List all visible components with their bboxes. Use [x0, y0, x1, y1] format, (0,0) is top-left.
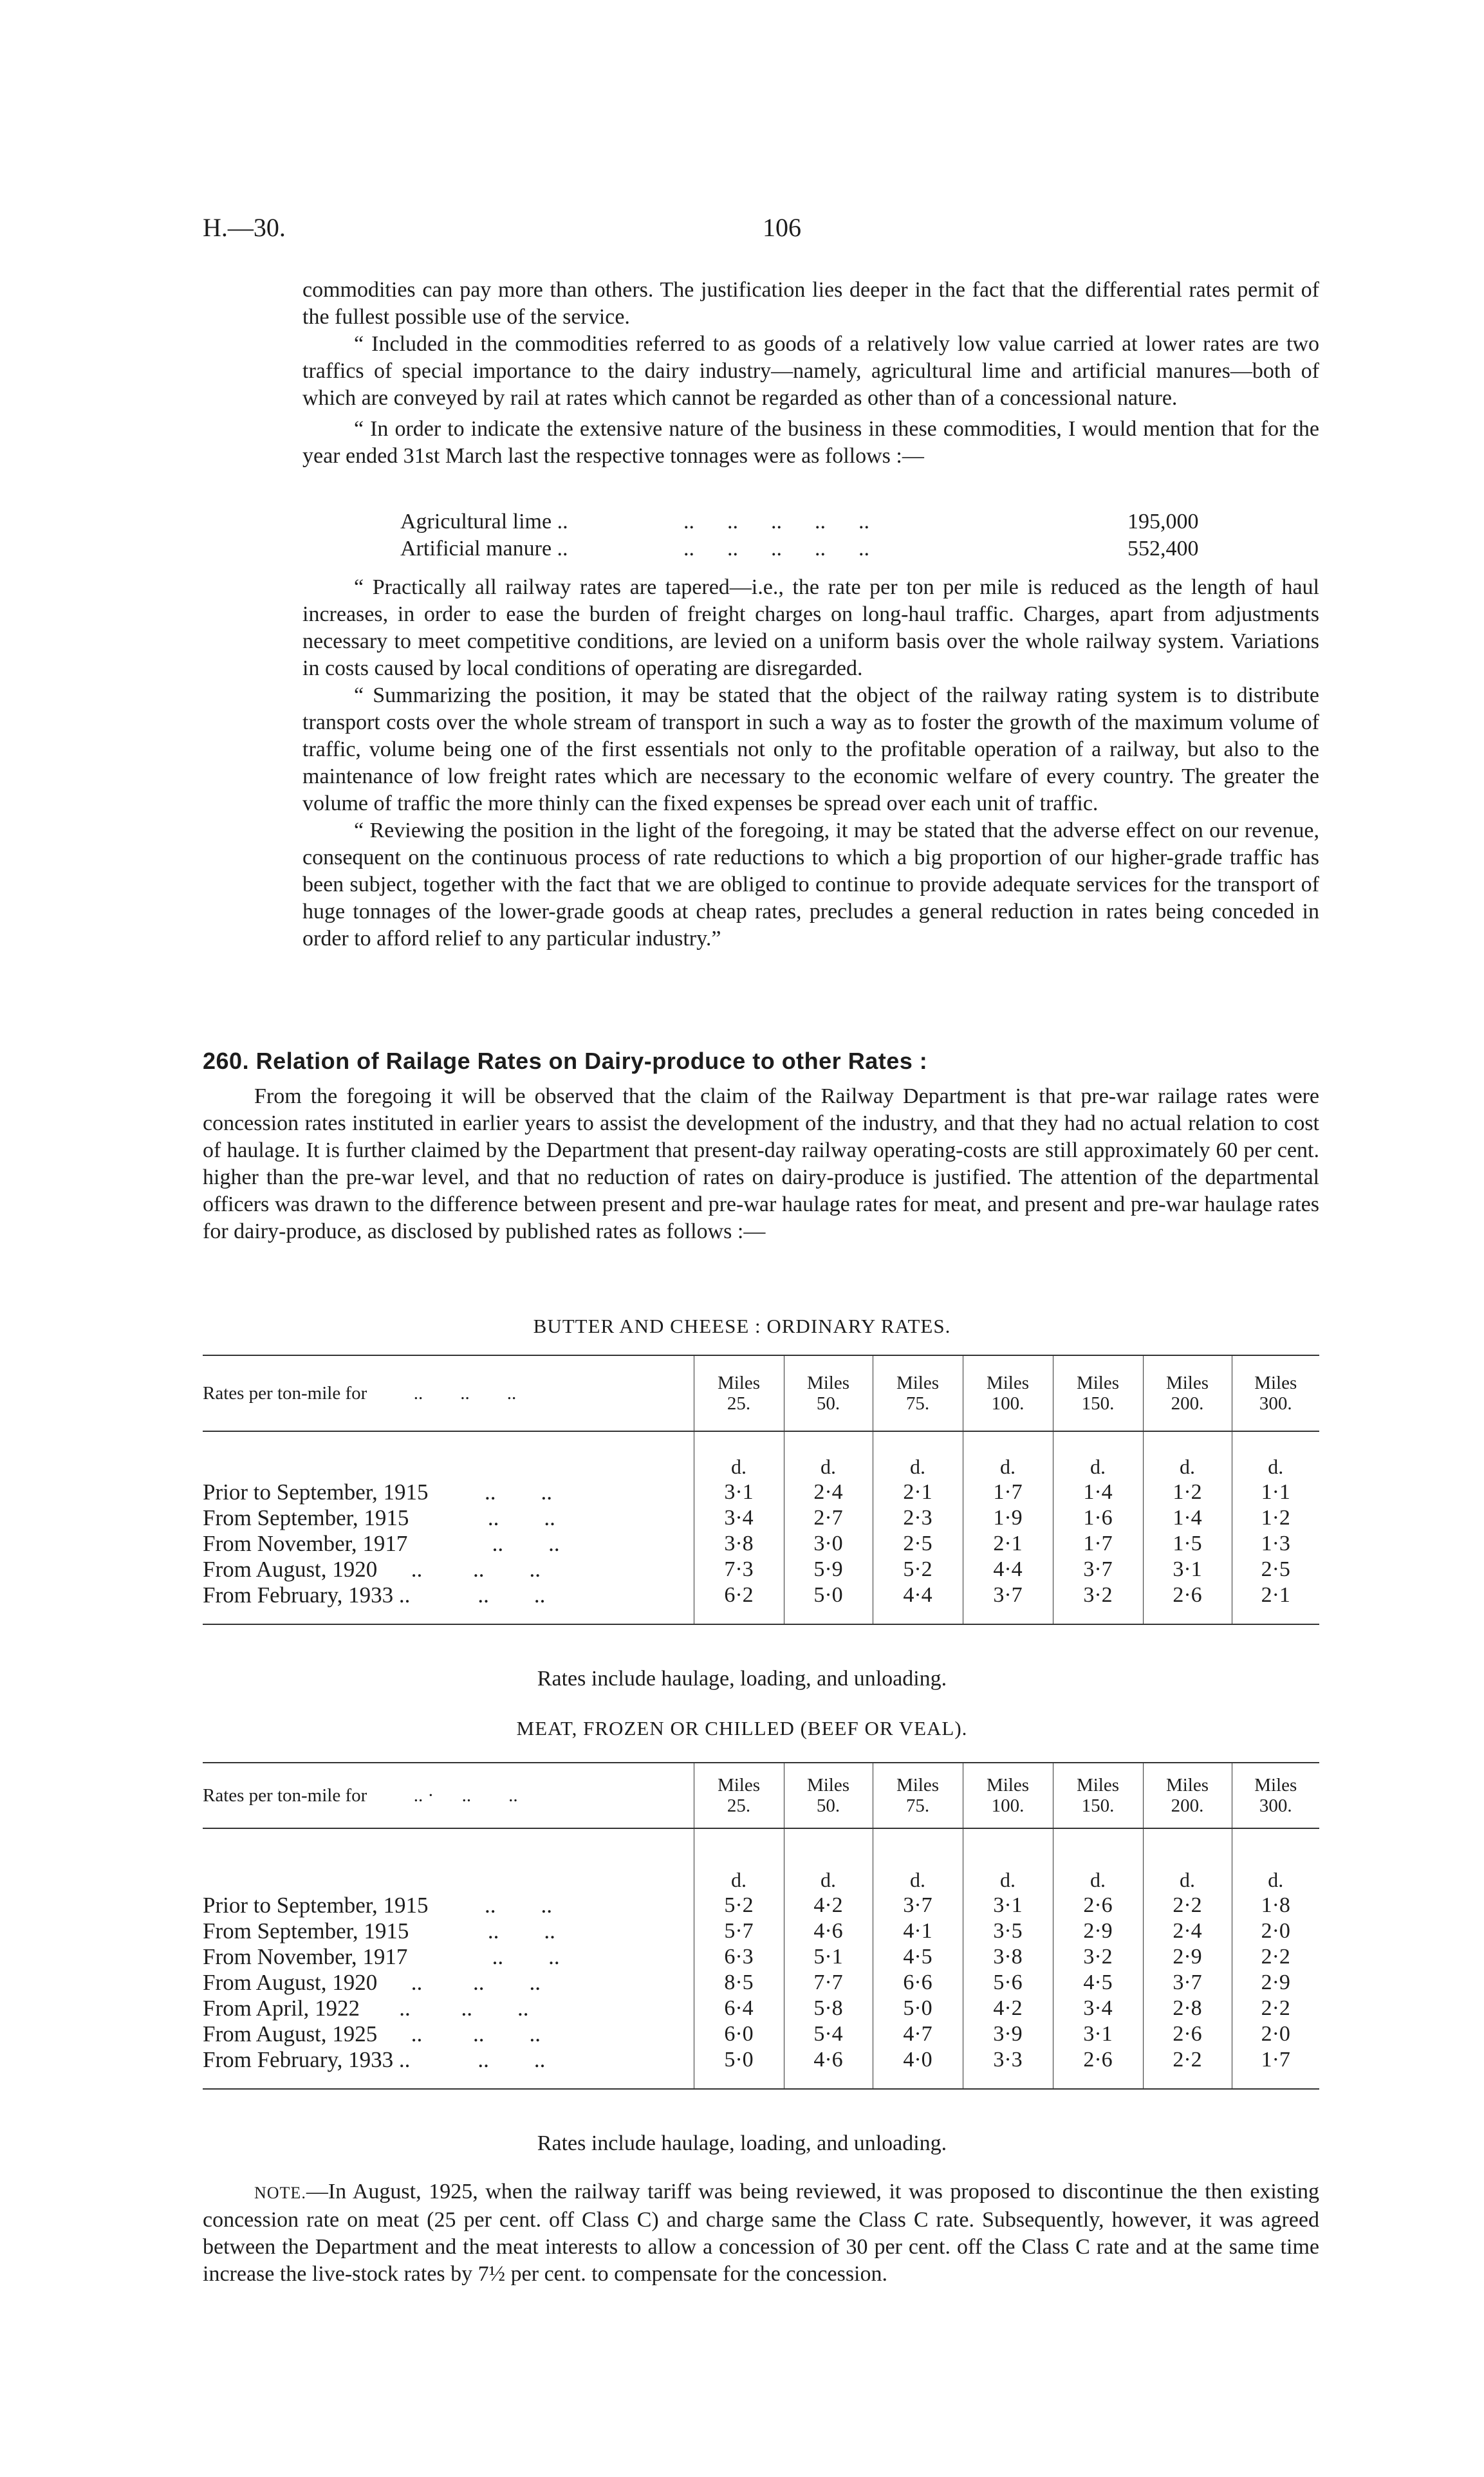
rate-cell: 4·1 [873, 1918, 963, 1944]
rate-cell: 3·7 [873, 1893, 963, 1918]
row-label: From August, 1920 .. .. .. [203, 1557, 541, 1582]
row-label-header: Rates per ton-mile for .. .. .. [203, 1383, 517, 1404]
rate-cell: 2·9 [1053, 1918, 1143, 1944]
rate-cell: 4·6 [784, 2047, 873, 2089]
rate-cell: 2·2 [1232, 1996, 1319, 2021]
column-header: Miles 150. [1053, 1763, 1143, 1828]
rate-cell: 2·4 [784, 1480, 873, 1505]
rate-cell: 5·8 [784, 1996, 873, 2021]
rate-cell: 3·8 [694, 1531, 784, 1557]
rate-cell: 5·2 [694, 1893, 784, 1918]
column-header: Miles 75. [873, 1763, 963, 1828]
quote-paragraph: “ In order to indicate the extensive nature of the business in these commodities, I would mention that for the year ended 31st March last the respective tonnages were as follows :— [302, 417, 1319, 468]
rate-cell: 2·4 [1143, 1918, 1232, 1944]
rate-cell: 3·5 [963, 1918, 1053, 1944]
rate-cell: 5·0 [784, 1582, 873, 1624]
table-row [203, 1893, 1319, 1918]
column-header: Miles 25. [694, 1763, 784, 1828]
unit-label: d. [1053, 1454, 1143, 1480]
rate-cell: 2·0 [1232, 1918, 1319, 1944]
rate-cell: 3·0 [784, 1531, 873, 1557]
quote-paragraph: commodities can pay more than others. The justification lies deeper in the fact that the differential rates permit of the fullest possible use of the service. [302, 278, 1319, 329]
table-body [203, 1480, 1319, 1624]
column-header: Miles 300. [1232, 1355, 1319, 1431]
rate-cell: 2·6 [1143, 1582, 1232, 1624]
rate-cell: 1·1 [1232, 1480, 1319, 1505]
unit-label: d. [694, 1867, 784, 1893]
rate-cell: 6·2 [694, 1582, 784, 1624]
leader-dots: .. .. .. .. .. [683, 510, 869, 533]
row-label: From August, 1920 .. .. .. [203, 1970, 541, 1995]
unit-label: d. [1053, 1867, 1143, 1893]
rate-cell: 2·6 [1053, 2047, 1143, 2089]
rate-cell: 1·7 [1053, 1531, 1143, 1557]
rate-cell: 2·2 [1143, 1893, 1232, 1918]
rate-cell: 6·3 [694, 1944, 784, 1970]
rate-cell: 3·3 [963, 2047, 1053, 2089]
rate-cell: 3·4 [1053, 1996, 1143, 2021]
rate-cell: 1·7 [1232, 2047, 1319, 2089]
unit-label: d. [1232, 1454, 1319, 1480]
tonnage-value: 195,000 [1127, 510, 1199, 533]
rate-cell: 4·4 [963, 1557, 1053, 1582]
note-text: —In August, 1925, when the railway tariff was being reviewed, it was proposed to discontinue the then existing concession rate on meat (25 per cent. off Class C) and charge same the Class C rate. Subsequently, however, it was agreed between the Department and the meat interests to allow a concession of 30 per cent. off the Class C rate and at the same time increase the live-stock rates by 7½ per cent. to compensate for the concession. [203, 2180, 1319, 2286]
rate-cell: 4·7 [873, 2021, 963, 2047]
quote-paragraph: “ Reviewing the position in the light of the foregoing, it may be stated that the adverse effect on our revenue, consequent on the continuous process of rate reductions to which a big proportion of our higher-grade traffic has been subject, together with the fact that we are obliged to continue to provide adequate services for the transport of huge tonnages of the lower-grade goods at cheap rates, precludes a general reduction in rates being conceded in order to afford relief to any particular industry.” [302, 819, 1319, 951]
rate-cell: 4·5 [873, 1944, 963, 1970]
rate-cell: 3·8 [963, 1944, 1053, 1970]
rate-cell: 2·7 [784, 1505, 873, 1531]
rate-cell: 4·6 [784, 1918, 873, 1944]
table-row [203, 1531, 1319, 1557]
quote-paragraph: “ Summarizing the position, it may be stated that the object of the railway rating system is to distribute transport costs over the whole stream of transport in such a way as to foster the growth of the maximum volume of traffic, volume being one of the first essentials not only to the profitable operation of a railway, but also to the maintenance of low freight rates which are necessary to the economic welfare of every country. The greater the volume of traffic the more thinly can the fixed expenses be spread over each unit of traffic. [302, 683, 1319, 815]
table-row [203, 1944, 1319, 1970]
rate-cell: 3·1 [1053, 2021, 1143, 2047]
rate-cell: 6·4 [694, 1996, 784, 2021]
row-label: From November, 1917 .. .. [203, 1531, 560, 1556]
rate-cell: 2·3 [873, 1505, 963, 1531]
unit-label: d. [1143, 1867, 1232, 1893]
meat-rates-table [203, 1762, 1319, 2090]
row-label: From November, 1917 .. .. [203, 1944, 560, 1969]
tonnage-label: Agricultural lime .. [400, 510, 568, 533]
column-header: Miles 50. [784, 1355, 873, 1431]
page-reference: H.—30. [203, 213, 286, 242]
units-row [203, 1454, 1319, 1480]
unit-label: d. [963, 1867, 1053, 1893]
quote-block-2 [302, 574, 1319, 952]
table-footnote: Rates include haulage, loading, and unloading. [537, 1667, 947, 1691]
rate-cell: 2·1 [1232, 1582, 1319, 1624]
rate-cell: 2·9 [1143, 1944, 1232, 1970]
rate-cell: 5·9 [784, 1557, 873, 1582]
rate-cell: 2·2 [1143, 2047, 1232, 2089]
table-header-row [203, 1763, 1319, 1828]
column-header: Miles 300. [1232, 1763, 1319, 1828]
rate-cell: 5·6 [963, 1970, 1053, 1996]
rate-cell: 2·6 [1053, 1893, 1143, 1918]
row-label: Prior to September, 1915 .. .. [203, 1893, 552, 1918]
rate-cell: 2·1 [873, 1480, 963, 1505]
row-label-header: Rates per ton-mile for .. · .. .. [203, 1785, 518, 1806]
rate-cell: 2·9 [1232, 1970, 1319, 1996]
section-body [203, 1083, 1319, 1245]
rate-cell: 3·2 [1053, 1944, 1143, 1970]
unit-label: d. [873, 1454, 963, 1480]
rate-cell: 1·5 [1143, 1531, 1232, 1557]
body-paragraph: From the foregoing it will be observed that the claim of the Railway Department is that pre-war railage rates were concession rates instituted in earlier years to assist the development of the industry, and that they had no actual relation to cost of haulage. It is further claimed by the Department that present-day railway operating-costs are still approximately 60 per cent. higher than the pre-war level, and that no reduction of rates on dairy-produce is justified. The attention of the departmental officers was drawn to the difference between present and pre-war haulage rates for meat, and present and pre-war haulage rates for dairy-produce, as disclosed by published rates as follows :— [203, 1084, 1319, 1243]
column-header: Miles 75. [873, 1355, 963, 1431]
table-row [203, 1582, 1319, 1624]
row-label: From February, 1933 .. .. .. [203, 2047, 546, 2072]
rate-cell: 1·9 [963, 1505, 1053, 1531]
quote-block-1 [302, 277, 1319, 470]
rate-cell: 3·1 [694, 1480, 784, 1505]
tonnage-row [400, 508, 1224, 535]
table-header-row [203, 1355, 1319, 1431]
unit-label: d. [873, 1867, 963, 1893]
unit-label: d. [1232, 1867, 1319, 1893]
column-header: Miles 200. [1143, 1355, 1232, 1431]
row-label: From September, 1915 .. .. [203, 1918, 555, 1944]
rate-cell: 3·7 [1143, 1970, 1232, 1996]
unit-label: d. [694, 1454, 784, 1480]
row-label: From April, 1922 .. .. .. [203, 1996, 529, 2021]
rate-cell: 5·0 [694, 2047, 784, 2089]
column-header: Miles 25. [694, 1355, 784, 1431]
unit-label: d. [784, 1454, 873, 1480]
rate-cell: 1·2 [1232, 1505, 1319, 1531]
rate-cell: 3·4 [694, 1505, 784, 1531]
rate-cell: 1·2 [1143, 1480, 1232, 1505]
leader-dots: .. .. .. .. .. [683, 537, 869, 561]
table-footnote: Rates include haulage, loading, and unloading. [537, 2131, 947, 2155]
table-row [203, 1557, 1319, 1582]
column-header: Miles 150. [1053, 1355, 1143, 1431]
rate-cell: 3·7 [963, 1582, 1053, 1624]
rate-cell: 4·2 [963, 1996, 1053, 2021]
unit-label: d. [963, 1454, 1053, 1480]
table-row [203, 2021, 1319, 2047]
rate-cell: 4·5 [1053, 1970, 1143, 1996]
rate-cell: 5·4 [784, 2021, 873, 2047]
rate-cell: 2·5 [873, 1531, 963, 1557]
rate-cell: 1·3 [1232, 1531, 1319, 1557]
rate-cell: 5·2 [873, 1557, 963, 1582]
rate-cell: 6·0 [694, 2021, 784, 2047]
note-paragraph [203, 2178, 1319, 2288]
table-row [203, 1918, 1319, 1944]
spacer-row [203, 1431, 1319, 1454]
rate-cell: 2·5 [1232, 1557, 1319, 1582]
rate-cell: 2·6 [1143, 2021, 1232, 2047]
rate-cell: 7·3 [694, 1557, 784, 1582]
row-label: From February, 1933 .. .. .. [203, 1582, 546, 1608]
section-heading: 260. Relation of Railage Rates on Dairy-produce to other Rates : [203, 1048, 928, 1074]
rate-cell: 1·6 [1053, 1505, 1143, 1531]
table-row [203, 2047, 1319, 2089]
rate-cell: 3·9 [963, 2021, 1053, 2047]
row-label: Prior to September, 1915 .. .. [203, 1480, 552, 1505]
rate-cell: 2·8 [1143, 1996, 1232, 2021]
row-label: From August, 1925 .. .. .. [203, 2021, 541, 2046]
rate-cell: 1·7 [963, 1480, 1053, 1505]
table-row [203, 1996, 1319, 2021]
column-header: Miles 200. [1143, 1763, 1232, 1828]
row-label: From September, 1915 .. .. [203, 1505, 555, 1530]
table-caption-butter-cheese: BUTTER AND CHEESE : ORDINARY RATES. [533, 1315, 951, 1337]
table-row [203, 1480, 1319, 1505]
rate-cell: 1·4 [1053, 1480, 1143, 1505]
rate-cell: 4·0 [873, 2047, 963, 2089]
rate-cell: 5·7 [694, 1918, 784, 1944]
rate-cell: 6·6 [873, 1970, 963, 1996]
butter-cheese-rates-table [203, 1355, 1319, 1625]
column-header: Miles 100. [963, 1763, 1053, 1828]
rate-cell: 2·1 [963, 1531, 1053, 1557]
quote-paragraph: “ Practically all railway rates are tapered—i.e., the rate per ton per mile is reduced as the length of haul increases, in order to ease the burden of freight charges on long-haul traffic. Charges, apart from adjustments necessary to meet competitive conditions, are levied on a uniform basis over the whole railway system. Variations in costs caused by local conditions of operating are disregarded. [302, 575, 1319, 680]
column-header: Miles 50. [784, 1763, 873, 1828]
rate-cell: 3·7 [1053, 1557, 1143, 1582]
quote-paragraph: “ Included in the commodities referred to as goods of a relatively low value carried at lower rates are two traffics of special importance to the dairy industry—namely, agricultural lime and artificial manures—both of which are conveyed by rail at rates which cannot be regarded as other than of a concessional nature. [302, 332, 1319, 410]
table-caption-meat: MEAT, FROZEN OR CHILLED (BEEF OR VEAL). [516, 1717, 968, 1739]
rate-cell: 3·1 [1143, 1557, 1232, 1582]
spacer-row [203, 1828, 1319, 1867]
tonnage-label: Artificial manure .. [400, 537, 568, 561]
rate-cell: 4·4 [873, 1582, 963, 1624]
tonnage-row [400, 535, 1224, 562]
rate-cell: 1·8 [1232, 1893, 1319, 1918]
rate-cell: 7·7 [784, 1970, 873, 1996]
table-row [203, 1970, 1319, 1996]
rate-cell: 5·1 [784, 1944, 873, 1970]
rate-cell: 8·5 [694, 1970, 784, 1996]
tonnage-list [400, 508, 1224, 562]
table-row [203, 1505, 1319, 1531]
rate-cell: 2·0 [1232, 2021, 1319, 2047]
rate-cell: 3·1 [963, 1893, 1053, 1918]
table-body [203, 1893, 1319, 2089]
note-lead: NOTE. [254, 2184, 306, 2202]
page-number: 106 [763, 213, 801, 242]
rate-cell: 2·2 [1232, 1944, 1319, 1970]
rate-cell: 4·2 [784, 1893, 873, 1918]
rate-cell: 5·0 [873, 1996, 963, 2021]
column-header: Miles 100. [963, 1355, 1053, 1431]
unit-label: d. [784, 1867, 873, 1893]
rate-cell: 1·4 [1143, 1505, 1232, 1531]
unit-label: d. [1143, 1454, 1232, 1480]
tonnage-value: 552,400 [1127, 537, 1199, 561]
rate-cell: 3·2 [1053, 1582, 1143, 1624]
units-row [203, 1867, 1319, 1893]
